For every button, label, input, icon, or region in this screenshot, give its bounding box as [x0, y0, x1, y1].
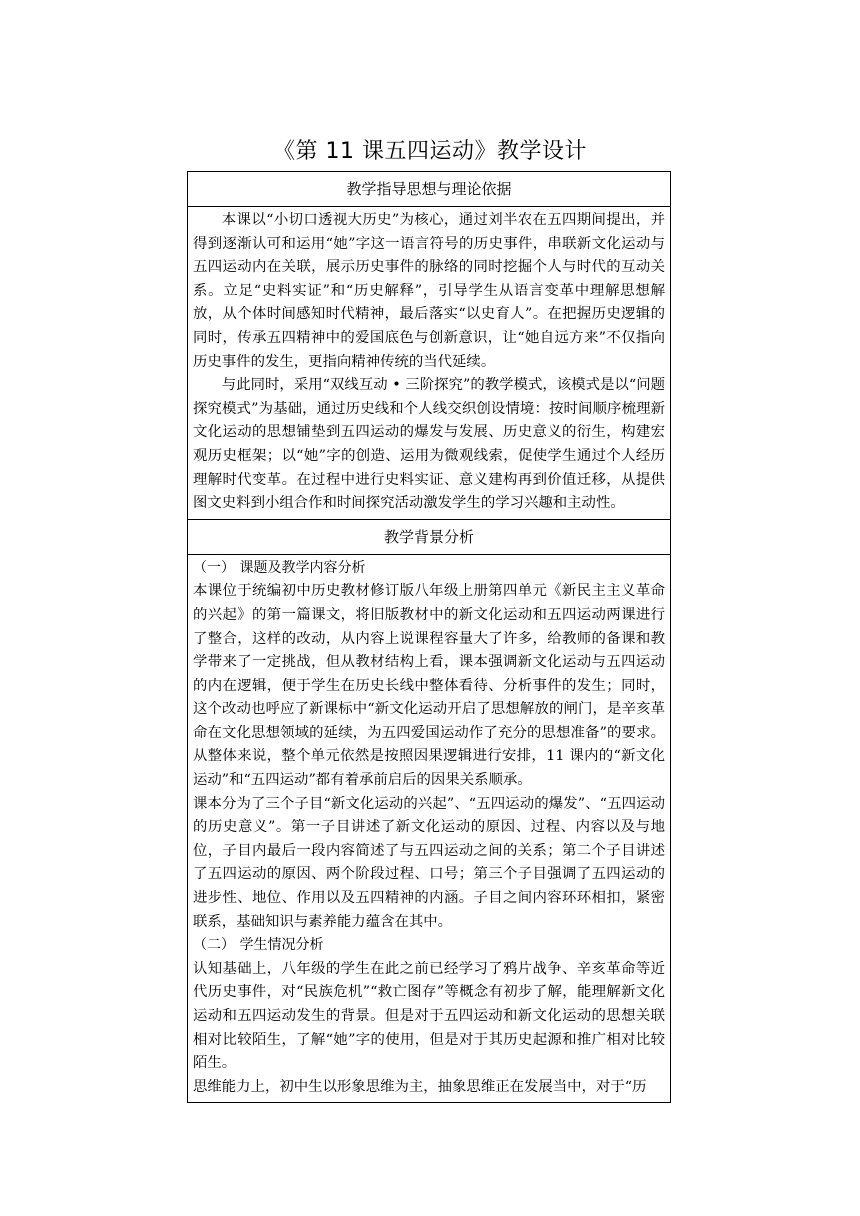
subheading-student-analysis: （二） 学生情况分析	[193, 937, 324, 954]
paragraph: 思维能力上，初中生以形象思维为主，抽象思维正在发展当中，对于“历	[193, 1078, 647, 1095]
section-heading-guiding: 教学指导思想与理论依据	[188, 172, 670, 207]
section-body-background	[188, 555, 670, 1103]
paragraph: 本课以“小切口透视大历史”为核心，通过刘半农在五四期间提出，并得到逐渐认可和运用“她”字这一语言符号的历史事件，串联新文化运动与五四运动内在关联，展示历史事件的脉络的同时挖掘个人与时代的互动关系。立足“史料实证”和“历史解释”，引导学生从语言变革中理解思想解放，从个体时间感知时代精神，最后落实“以史育人”。在把握历史逻辑的同时，传承五四精神中的爱国底色与创新意识，让“她自远方来”不仅指向历史事件的发生，更指向精神传统的当代延续。	[193, 212, 665, 370]
paragraph: 课本分为了三个子目“新文化运动的兴起”、“五四运动的爆发”、“五四运动的历史意义”。第一子目讲述了新文化运动的原因、过程、内容以及与地位，子目内最后一段内容简述了与五四运动之间的关系；第二个子目讲述了五四运动的原因、两个阶段过程、口号；第三个子目强调了五四运动的进步性、地位、作用以及五四精神的内涵。子目之间内容环环相扣，紧密联系，基础知识与素养能力蕴含在其中。	[193, 795, 665, 930]
paragraph: 认知基础上，八年级的学生在此之前已经学习了鸦片战争、辛亥革命等近代历史事件，对“民族危机”“救亡图存”等概念有初步了解，能理解新文化运动和五四运动发生的背景。但是对于五四运动和新文化运动的思想关联相对比较陌生，了解“她”字的使用，但是对于其历史起源和推广相对比较陌生。	[193, 960, 665, 1072]
page-title: 《第 11 课五四运动》教学设计	[273, 139, 587, 164]
paragraph: 本课位于统编初中历史教材修订版八年级上册第四单元《新民主主义革命的兴起》的第一篇课文，将旧版教材中的新文化运动和五四运动两课进行了整合，这样的改动，从内容上说课程容量大了许多，给教师的备课和教学带来了一定挑战，但从教材结构上看，课本强调新文化运动与五四运动的内在逻辑，便于学生在历史长线中整体看待、分析事件的发生；同时，这个改动也呼应了新课标中“新文化运动开启了思想解放的闸门，是辛亥革命在文化思想领域的延续，为五四爱国运动作了充分的思想准备”的要求。从整体来说，整个单元依然是按照因果逻辑进行安排，11 课内的“新文化运动”和“五四运动”都有着承前启后的因果关系顺承。	[193, 583, 665, 789]
section-heading-background: 教学背景分析	[188, 519, 670, 555]
subheading-content-analysis: （一） 课题及教学内容分析	[193, 559, 366, 576]
design-table	[187, 171, 671, 1103]
section-body-guiding	[188, 207, 670, 519]
paragraph: 与此同时，采用“双线互动 • 三阶探究”的教学模式，该模式是以“问题探究模式”为基础，通过历史线和个人线交织创设情境：按时间顺序梳理新文化运动的思想铺垫到五四运动的爆发与发展、历史意义的衍生，构建宏观历史框架；以“她”字的创造、运用为微观线索，促使学生通过个人经历理解时代变革。在过程中进行史料实证、意义建构再到价值迁移，从提供图文史料到小组合作和时间探究活动激发学生的学习兴趣和主动性。	[193, 377, 665, 512]
